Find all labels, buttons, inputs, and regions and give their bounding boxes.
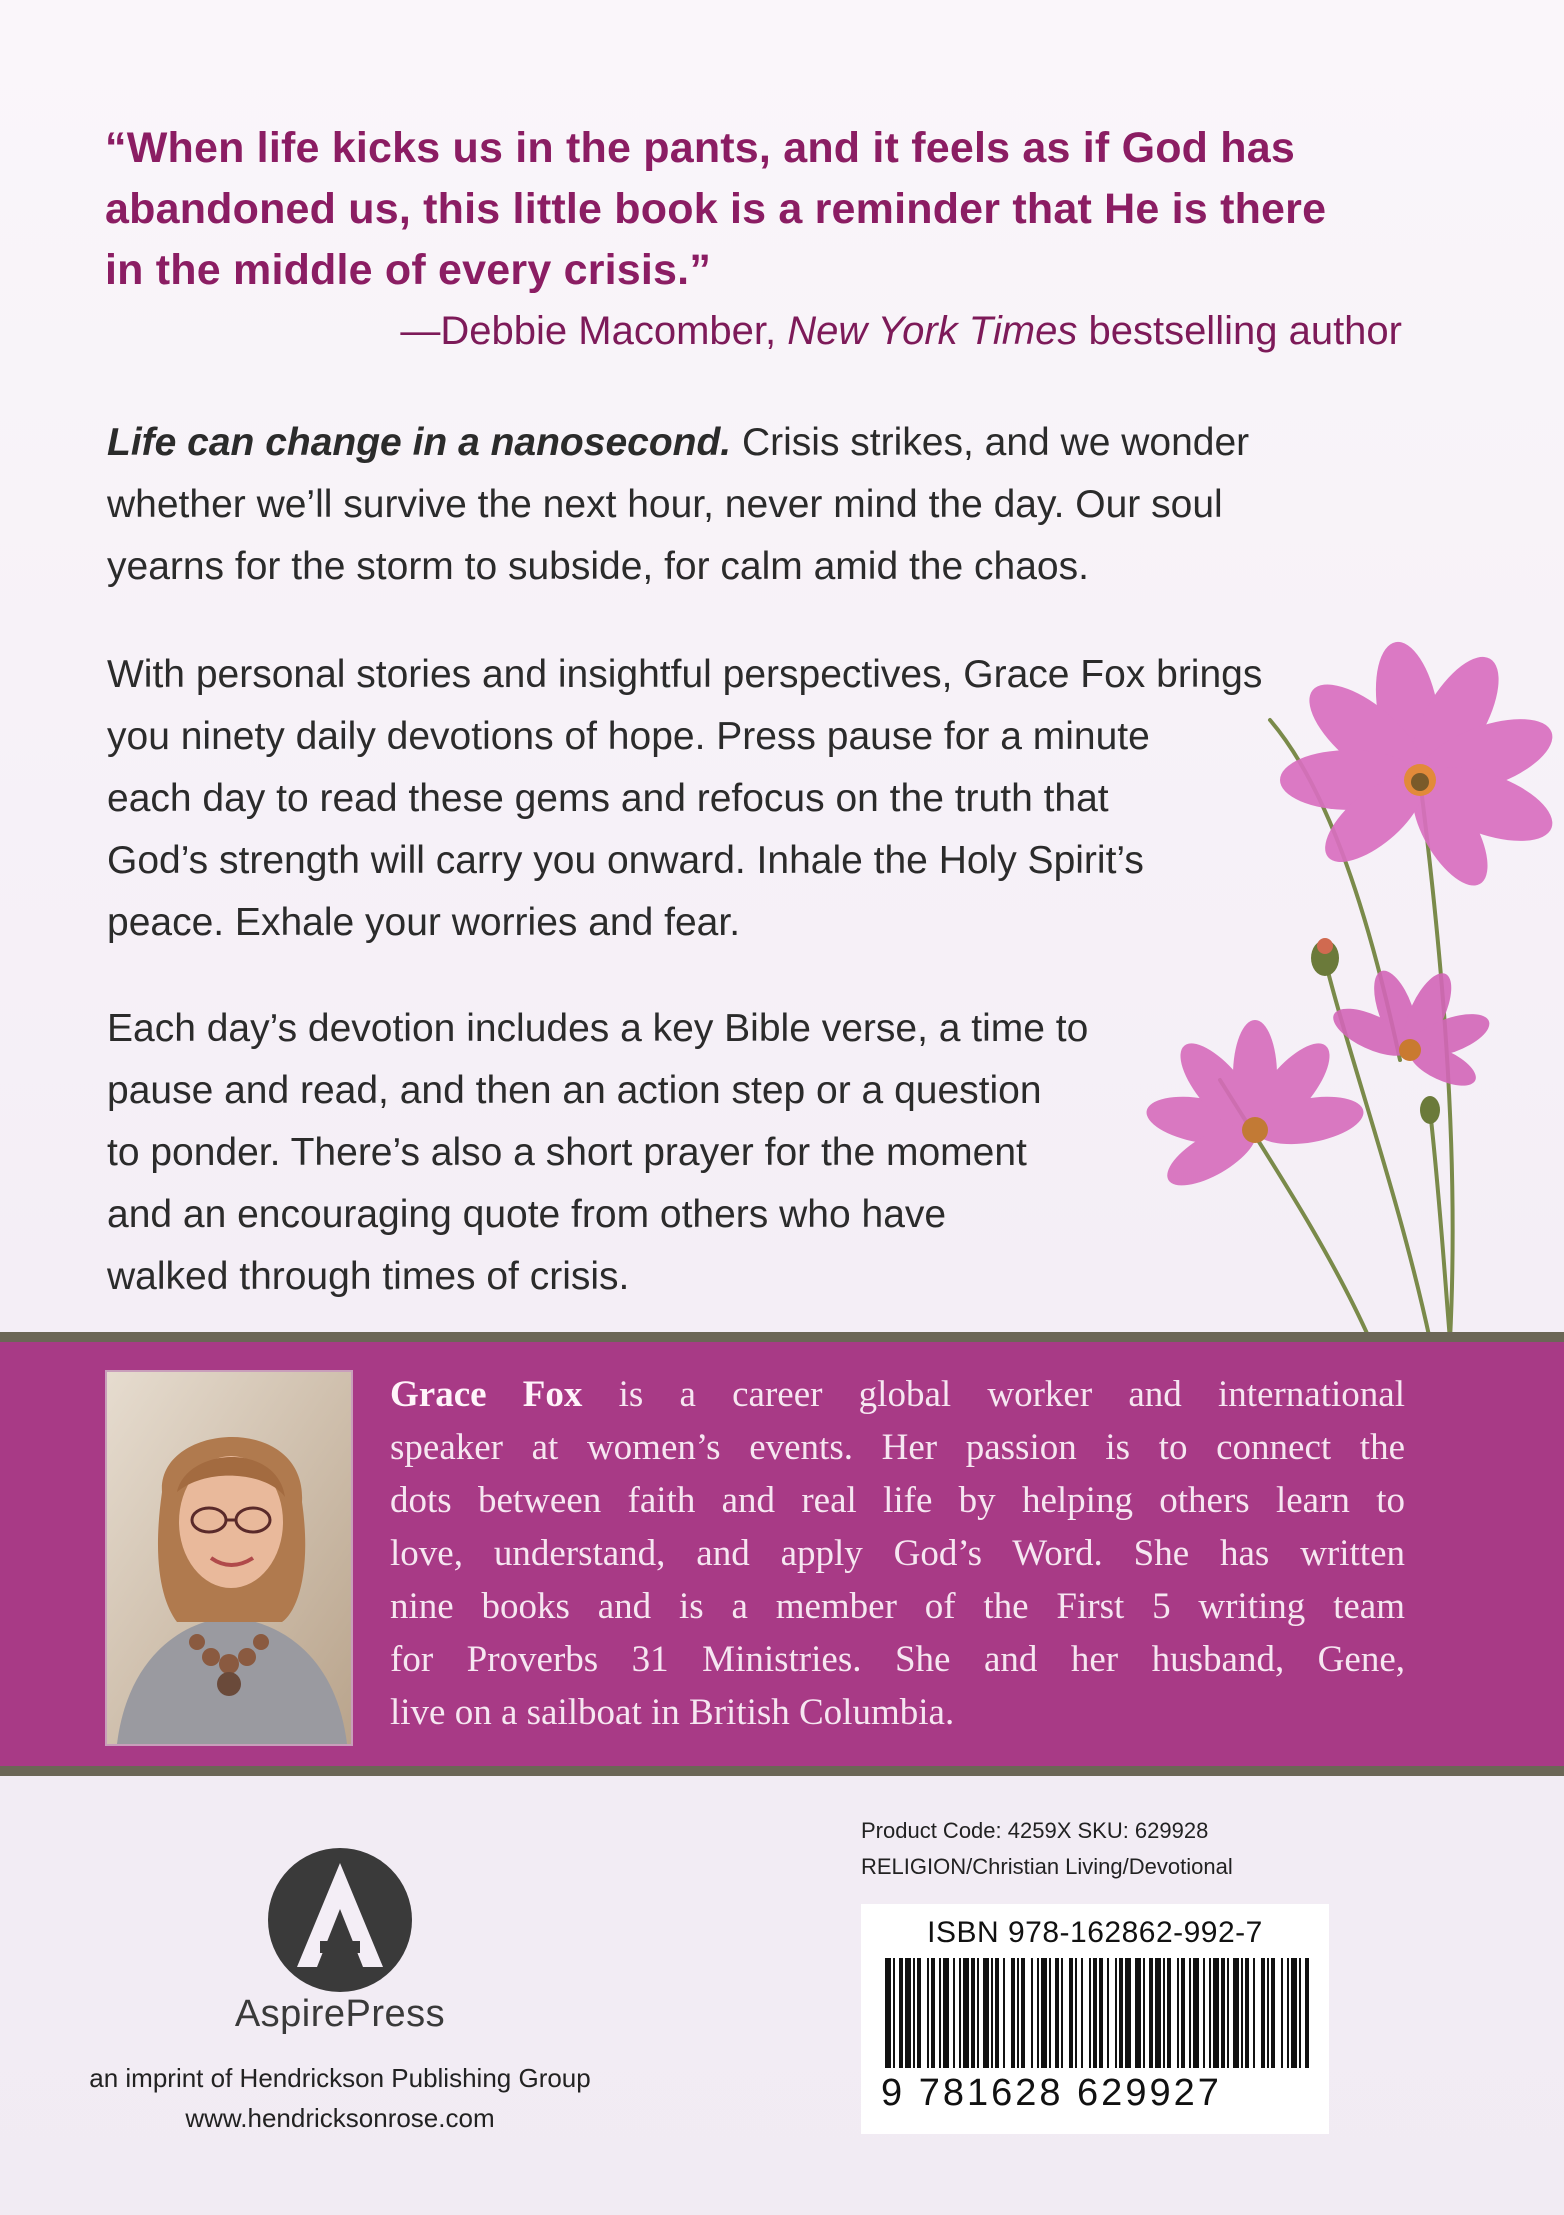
barcode-bar <box>1261 1958 1265 2068</box>
barcode-bar <box>1011 1958 1015 2068</box>
barcode-bar <box>1227 1958 1229 2068</box>
author-portrait-image <box>107 1372 351 1744</box>
barcode-bar <box>1299 1958 1301 2068</box>
publisher-imprint <box>40 2058 640 2138</box>
barcode-bar <box>1003 1958 1005 2068</box>
barcode-bar <box>1061 1958 1063 2068</box>
barcode-bar <box>1125 1958 1131 2068</box>
barcode-bar <box>1209 1958 1211 2068</box>
bio-line: speaker at women’s events. Her passion is to connect the <box>390 1427 1405 1468</box>
barcode-bar <box>1253 1958 1255 2068</box>
aspire-press-logo <box>265 1845 415 1995</box>
product-meta <box>861 1813 1361 1885</box>
paragraph-line: With personal stories and insightful perspectives, Grace Fox brings <box>107 653 1263 696</box>
barcode-bar <box>1017 1958 1019 2068</box>
barcode-bar <box>983 1958 989 2068</box>
paragraph-line <box>107 412 1367 474</box>
brand-part-2: Press <box>345 1993 446 2035</box>
author-name: Grace Fox <box>390 1374 583 1415</box>
paragraph-line: pause and read, and then an action step or a question <box>107 1069 1042 1112</box>
attribution-prefix: —Debbie Macomber, <box>400 309 788 353</box>
barcode-bar <box>1089 1958 1091 2068</box>
paragraph-line: to ponder. There’s also a short prayer for the moment <box>107 1131 1027 1174</box>
author-photo <box>107 1372 351 1744</box>
bio-line: for Proverbs 31 Ministries. She and her husband, Gene, <box>390 1639 1405 1680</box>
barcode-bar <box>1267 1958 1269 2068</box>
publisher-website: www.hendricksonrose.com <box>185 2103 495 2133</box>
barcode-bar <box>1271 1958 1275 2068</box>
barcode-bar <box>899 1958 903 2068</box>
barcode-bar <box>971 1958 975 2068</box>
imprint-line: an imprint of Hendrickson Publishing Group <box>89 2063 591 2093</box>
paragraph-line: each day to read these gems and refocus on the truth that <box>107 777 1109 820</box>
barcode-bar <box>1021 1958 1025 2068</box>
barcode-bar <box>959 1958 961 2068</box>
barcode-bar <box>1135 1958 1141 2068</box>
attribution-suffix: bestselling author <box>1077 309 1402 353</box>
paragraph-line: you ninety daily devotions of hope. Press pause for a minute <box>107 715 1150 758</box>
barcode-bar <box>1167 1958 1171 2068</box>
author-bio <box>390 1368 1405 1739</box>
paragraph-line: God’s strength will carry you onward. Inhale the Holy Spirit’s <box>107 839 1144 882</box>
quote-line: “When life kicks us in the pants, and it feels as if God has <box>105 124 1295 172</box>
barcode-bar <box>939 1958 941 2068</box>
barcode-bar <box>1037 1958 1039 2068</box>
barcode-bar <box>1149 1958 1153 2068</box>
barcode-bar <box>1115 1958 1117 2068</box>
barcode-bar <box>1163 1958 1165 2068</box>
barcode-bar <box>1031 1958 1033 2068</box>
barcode-bar <box>1287 1958 1289 2068</box>
barcode-bar <box>913 1958 915 2068</box>
bio-line <box>390 1368 1405 1421</box>
barcode-bar <box>1041 1958 1047 2068</box>
barcode-bar <box>905 1958 911 2068</box>
cosmos-flowers-illustration <box>1100 640 1564 1340</box>
product-category: RELIGION/Christian Living/Devotional <box>861 1854 1233 1879</box>
barcode-bar <box>953 1958 955 2068</box>
paragraph-line: whether we’ll survive the next hour, never mind the day. Our soul <box>107 483 1223 526</box>
paragraph-line: walked through times of crisis. <box>107 1255 630 1298</box>
product-code: Product Code: 4259X SKU: 629928 <box>861 1818 1209 1843</box>
quote-line: abandoned us, this little book is a reminder that He is there <box>105 185 1327 233</box>
paragraph-line-rest: Crisis strikes, and we wonder <box>731 421 1250 464</box>
barcode-bar <box>1233 1958 1239 2068</box>
barcode-bar <box>943 1958 949 2068</box>
barcode-bar <box>1291 1958 1297 2068</box>
barcode-bar <box>1075 1958 1077 2068</box>
barcode-bar <box>917 1958 921 2068</box>
isbn-label: ISBN 978-162862-992-7 <box>927 1916 1263 1949</box>
barcode-bar <box>1281 1958 1283 2068</box>
barcode-bar <box>1221 1958 1225 2068</box>
quote-attribution <box>400 305 1402 357</box>
barcode-bar <box>1177 1958 1179 2068</box>
barcode-bars <box>881 1958 1313 2088</box>
barcode-bar <box>1213 1958 1219 2068</box>
description-paragraph-1 <box>107 412 1367 598</box>
barcode-bar <box>1055 1958 1059 2068</box>
barcode-bar <box>1049 1958 1051 2068</box>
paragraph-line: Each day’s devotion includes a key Bible verse, a time to <box>107 1007 1089 1050</box>
barcode-bar <box>963 1958 969 2068</box>
paragraph-line: and an encouraging quote from others who have <box>107 1193 947 1236</box>
barcode-bar <box>1099 1958 1103 2068</box>
barcode-bar <box>995 1958 999 2068</box>
endorsement-quote <box>105 118 1425 301</box>
isbn-barcode <box>861 1904 1329 2134</box>
barcode-bar <box>927 1958 929 2068</box>
barcode-bar <box>1305 1958 1309 2068</box>
paragraph-line: yearns for the storm to subside, for calm amid the chaos. <box>107 545 1089 588</box>
flower-middle <box>1327 965 1495 1094</box>
barcode-bar <box>893 1958 895 2068</box>
barcode-bar <box>1245 1958 1249 2068</box>
bio-line: nine books and is a member of the First 5 writing team <box>390 1586 1405 1627</box>
lead-sentence: Life can change in a nanosecond. <box>107 421 732 464</box>
bio-line: dots between faith and real life by helping others learn to <box>390 1480 1405 1521</box>
publisher-brand <box>140 1993 540 2036</box>
barcode-bar <box>1081 1958 1083 2068</box>
paragraph-line: peace. Exhale your worries and fear. <box>107 901 741 944</box>
barcode-bar <box>977 1958 979 2068</box>
barcode-bar <box>1241 1958 1243 2068</box>
barcode-bar <box>1119 1958 1123 2068</box>
attribution-publication: New York Times <box>787 309 1078 353</box>
barcode-bar <box>991 1958 993 2068</box>
barcode-bar <box>1069 1958 1073 2068</box>
barcode-bar <box>1203 1958 1205 2068</box>
barcode-bar <box>1181 1958 1185 2068</box>
barcode-digits: 9 781628 629927 <box>881 2072 1222 2114</box>
barcode-bar <box>885 1958 891 2068</box>
barcode-bar <box>1189 1958 1191 2068</box>
bio-line-rest: is a career global worker and international <box>582 1374 1405 1415</box>
barcode-bar <box>1107 1958 1109 2068</box>
barcode-bar <box>1155 1958 1161 2068</box>
barcode-bar <box>1093 1958 1097 2068</box>
bio-line: live on a sailboat in British Columbia. <box>390 1692 955 1733</box>
flower-left <box>1143 1020 1367 1197</box>
barcode-bar <box>931 1958 935 2068</box>
flower-top <box>1280 640 1562 897</box>
bio-line: love, understand, and apply God’s Word. She has written <box>390 1533 1405 1574</box>
barcode-bar <box>1193 1958 1199 2068</box>
quote-line: in the middle of every crisis.” <box>105 246 712 294</box>
brand-part-1: Aspire <box>234 1993 346 2035</box>
barcode-bar <box>1143 1958 1145 2068</box>
